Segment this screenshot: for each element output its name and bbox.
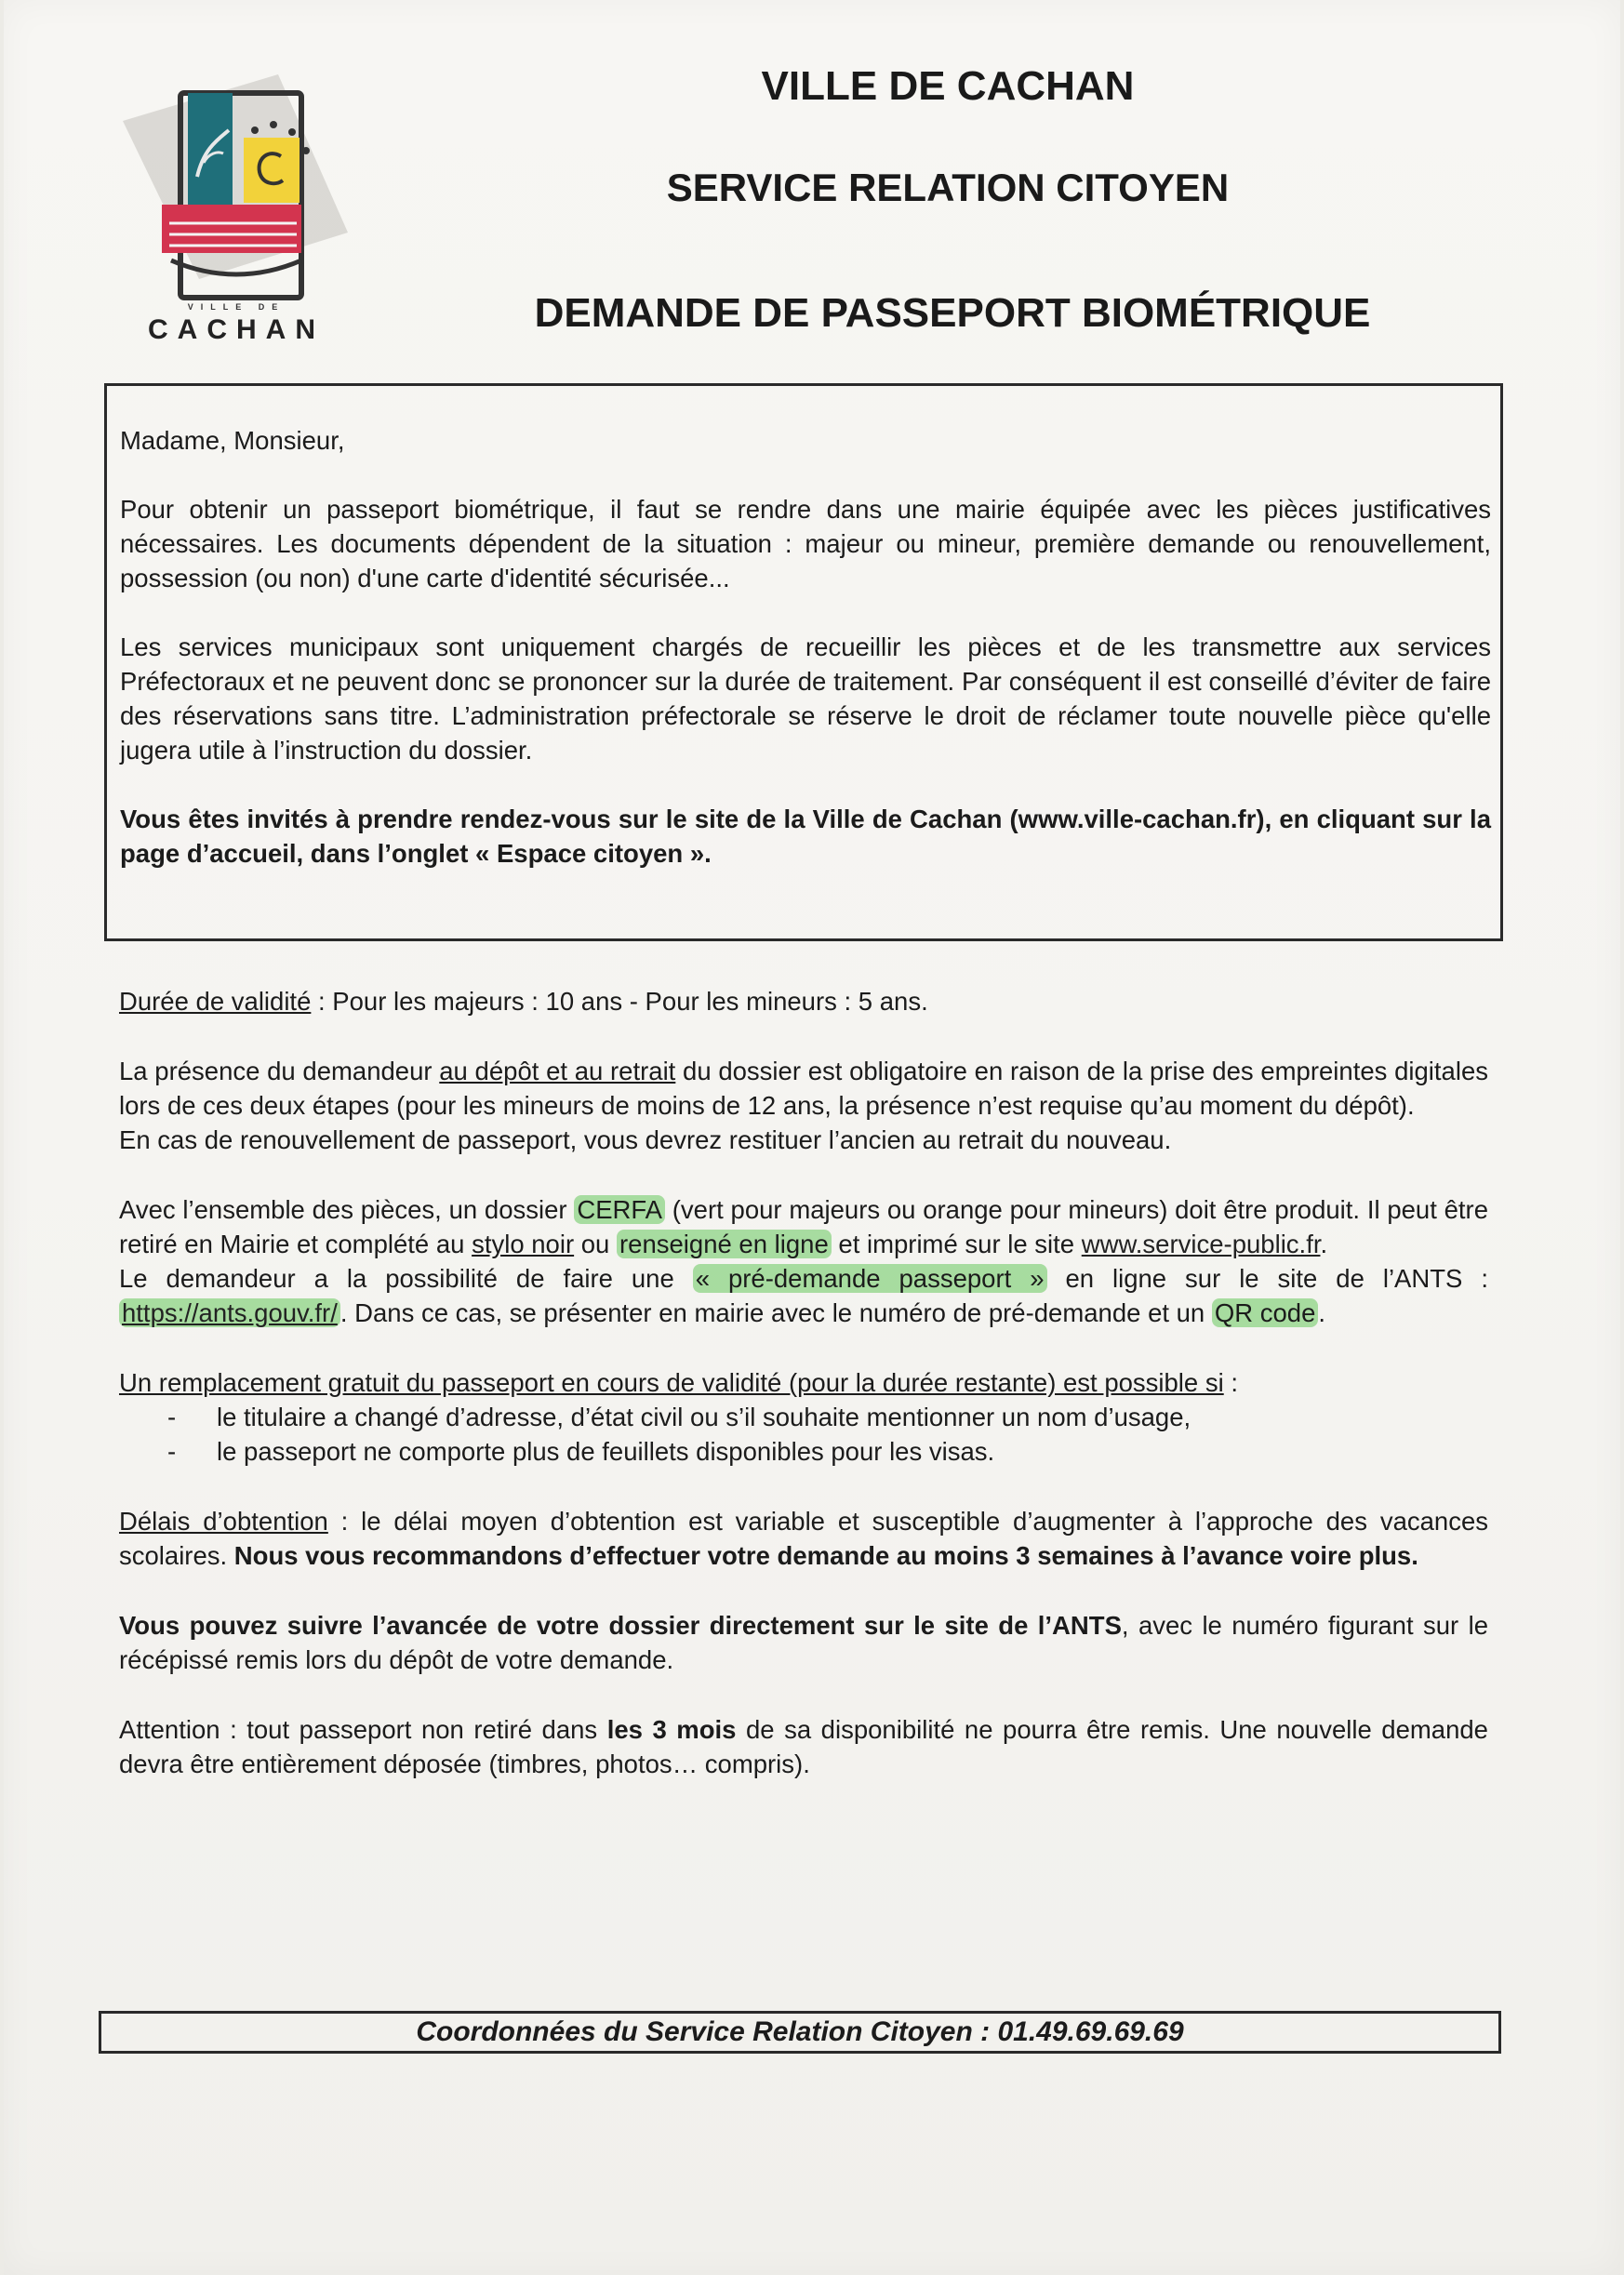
delays-paragraph: Délais d’obtention : le délai moyen d’obtention est variable et susceptible d’augmenter à l’approche des vacances scolaires. Nous vous recommandons d’effectuer votre demande au moins 3 semaines à l’avance voire plus. xyxy=(119,1507,1488,1570)
contact-footer: Coordonnées du Service Relation Citoyen : 01.49.69.69.69 xyxy=(99,2011,1501,2054)
intro-paragraph-2: Les services municipaux sont uniquement chargés de recueillir les pièces et de les transmettre aux services Préfectoraux et ne peuvent donc se prononcer sur la durée de traitement. Par conséquent il est conseillé d’éviter de faire des réservations sans titre. L’administration préfectorale se réserve le droit de réclamer toute nouvelle pièce qu'elle jugera utile à l’instruction du dossier. xyxy=(120,632,1491,765)
renewal-paragraph: En cas de renouvellement de passeport, vous devrez restituer l’ancien au retrait du nouveau. xyxy=(119,1125,1172,1154)
list-item: - le passeport ne comporte plus de feuillets disponibles pour les visas. xyxy=(119,1434,1488,1469)
intro-paragraph-1: Pour obtenir un passeport biométrique, il faut se rendre dans une mairie équipée avec les pièces justificatives nécessaires. Les documents dépendent de la situation : majeur ou mineur, première demande ou renouvellement, possession (ou non) d'une carte d'identité sécurisée... xyxy=(120,495,1491,592)
cerfa-paragraph: Avec l’ensemble des pièces, un dossier CERFA (vert pour majeurs ou orange pour mineurs) doit être produit. Il peut être retiré en Mairie et complété au stylo noir ou renseigné en ligne et imprimé sur le site www.service-public.fr. xyxy=(119,1195,1488,1258)
main-content xyxy=(119,984,1488,1781)
appointment-paragraph: Vous êtes invités à prendre rendez-vous sur le site de la Ville de Cachan (www.ville-cachan.fr), en cliquant sur la page d’accueil, dans l’onglet « Espace citoyen ». xyxy=(120,805,1491,868)
highlight-cerfa: CERFA xyxy=(574,1195,665,1224)
ants-link[interactable]: https://ants.gouv.fr/ xyxy=(119,1298,340,1327)
page-title: DEMANDE DE PASSEPORT BIOMÉTRIQUE xyxy=(534,290,1371,336)
tracking-paragraph: Vous pouvez suivre l’avancée de votre dossier directement sur le site de l’ANTS, avec le numéro figurant sur le récépissé remis lors du dépôt de votre demande. xyxy=(119,1611,1488,1674)
validity-label: Durée de validité xyxy=(119,987,312,1016)
warning-paragraph: Attention : tout passeport non retiré dans les 3 mois de sa disponibilité ne pourra être remis. Une nouvelle demande devra être entièrement déposée (timbres, photos… compris). xyxy=(119,1715,1488,1778)
presence-paragraph: La présence du demandeur au dépôt et au retrait du dossier est obligatoire en raison de la prise des empreintes digitales lors de ces deux étapes (pour les mineurs de moins de 12 ans, la présence n’est requise qu’au moment du dépôt). xyxy=(119,1057,1488,1120)
ants-paragraph: Le demandeur a la possibilité de faire une « pré-demande passeport » en ligne sur le site de l’ANTS : https://ants.gouv.fr/ . Dans ce cas, se présenter en mairie avec le numéro de pré-demande et un QR code . xyxy=(119,1264,1488,1327)
validity-paragraph: Durée de validité : Pour les majeurs : 10 ans - Pour les mineurs : 5 ans. xyxy=(119,987,928,1016)
document-page xyxy=(4,0,1620,2275)
service-public-link[interactable]: www.service-public.fr xyxy=(1081,1230,1321,1258)
header-city: VILLE DE CACHAN xyxy=(761,63,1135,109)
header-service: SERVICE RELATION CITOYEN xyxy=(666,166,1230,209)
logo-wordmark: CACHAN xyxy=(148,314,325,345)
replacement-paragraph: Un remplacement gratuit du passeport en cours de validité (pour la durée restante) est possible si : xyxy=(119,1368,1238,1397)
highlight-online: renseigné en ligne xyxy=(617,1230,832,1258)
replacement-list xyxy=(119,1400,1488,1469)
highlight-pre-demande: « pré-demande passeport » xyxy=(693,1264,1047,1293)
list-item: - le titulaire a changé d’adresse, d’état civil ou s’il souhaite mentionner un nom d’usage, xyxy=(119,1400,1488,1434)
logo-subtitle: VILLE DE xyxy=(187,302,286,312)
greeting: Madame, Monsieur, xyxy=(120,426,345,455)
intro-box xyxy=(104,383,1503,941)
highlight-qr-code: QR code xyxy=(1212,1298,1319,1327)
